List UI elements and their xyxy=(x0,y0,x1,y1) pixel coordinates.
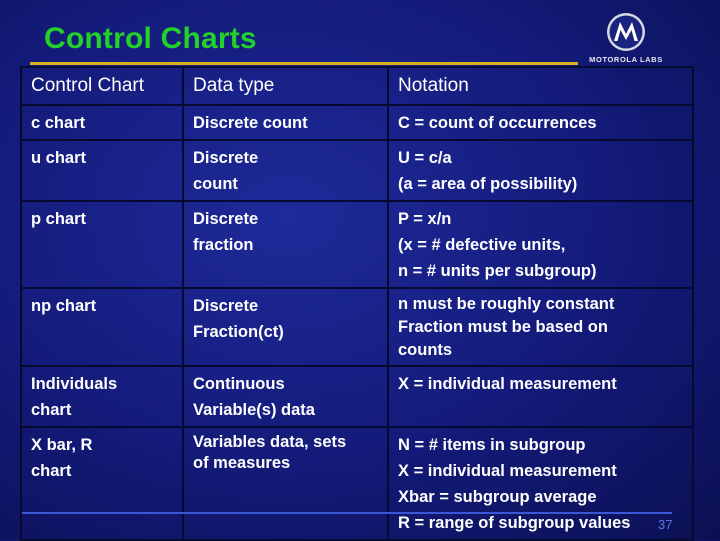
title-underline xyxy=(30,62,578,65)
header-notation: Notation xyxy=(388,67,693,105)
page-title: Control Charts xyxy=(44,22,257,55)
cell-notation: X = individual measurement xyxy=(388,366,693,427)
control-charts-table xyxy=(20,66,694,541)
table-row-p-chart xyxy=(21,201,693,288)
header-control-chart: Control Chart xyxy=(21,67,183,105)
cell-notation: C = count of occurrences xyxy=(388,105,693,140)
cell-data-type: Discrete count xyxy=(183,105,388,140)
cell-chart-name: np chart xyxy=(21,288,183,366)
table-row-xbar-r-chart xyxy=(21,427,693,540)
table-row-u-chart xyxy=(21,140,693,201)
cell-notation: n must be roughly constant Fraction must be based on counts xyxy=(388,288,693,366)
cell-chart-name: X bar, R chart xyxy=(21,427,183,540)
table-header-row xyxy=(21,67,693,105)
footer-rule xyxy=(22,512,672,514)
cell-chart-name: Individuals chart xyxy=(21,366,183,427)
cell-data-type: Discrete count xyxy=(183,140,388,201)
cell-notation: P = x/n (x = # defective units, n = # units per subgroup) xyxy=(388,201,693,288)
table-row-individuals-chart xyxy=(21,366,693,427)
cell-chart-name: c chart xyxy=(21,105,183,140)
motorola-labs-logo xyxy=(576,12,672,66)
cell-data-type: Variables data, sets of measures xyxy=(183,427,388,540)
cell-notation: N = # items in subgroup X = individual measurement Xbar = subgroup average R = range of subgroup values xyxy=(388,427,693,540)
page-number: 37 xyxy=(658,517,673,532)
cell-data-type: Discrete fraction xyxy=(183,201,388,288)
cell-chart-name: u chart xyxy=(21,140,183,201)
header-data-type: Data type xyxy=(183,67,388,105)
cell-chart-name: p chart xyxy=(21,201,183,288)
cell-data-type: Discrete Fraction(ct) xyxy=(183,288,388,366)
table-row-np-chart xyxy=(21,288,693,366)
cell-data-type: Continuous Variable(s) data xyxy=(183,366,388,427)
logo-text: MOTOROLA LABS xyxy=(589,55,663,64)
table-row-c-chart xyxy=(21,105,693,140)
cell-notation: U = c/a (a = area of possibility) xyxy=(388,140,693,201)
motorola-emblem-icon xyxy=(606,12,646,52)
